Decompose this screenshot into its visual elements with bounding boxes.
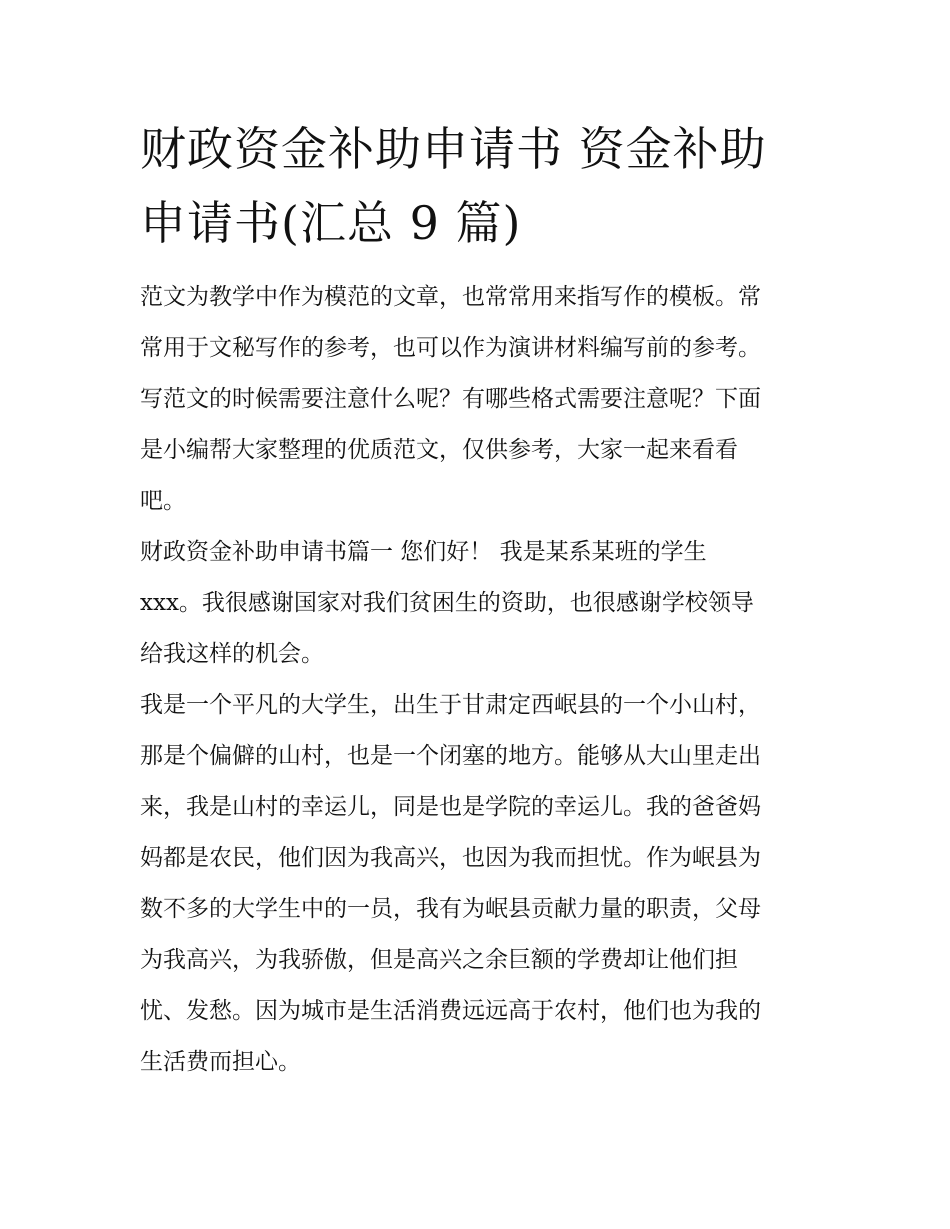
text-line: 吧。 bbox=[140, 488, 186, 514]
text-line: 为我高兴，为我骄傲，但是高兴之余巨额的学费却让他们担 bbox=[140, 947, 738, 973]
title-line: 财政资金补助申请书 资金补助 bbox=[140, 122, 767, 176]
paragraph-background bbox=[140, 680, 820, 1088]
text-line: 生活费而担心。 bbox=[140, 1049, 301, 1075]
text-line: 范文为教学中作为模范的文章，也常常用来指写作的模板。常 bbox=[140, 284, 761, 310]
paragraph-greeting bbox=[140, 527, 820, 680]
title-line: 申请书(汇总 9 篇) bbox=[140, 196, 522, 250]
text-line: 财政资金补助申请书篇一 您们好！ 我是某系某班的学生 bbox=[140, 539, 707, 565]
text-line: 写范文的时候需要注意什么呢？有哪些格式需要注意呢？下面 bbox=[140, 386, 761, 412]
document-title bbox=[140, 112, 820, 260]
text-line: 常用于文秘写作的参考，也可以作为演讲材料编写前的参考。 bbox=[140, 335, 761, 361]
text-line: 忧、发愁。因为城市是生活消费远远高于农村，他们也为我的 bbox=[140, 998, 761, 1024]
document-content bbox=[140, 112, 820, 1088]
paragraph-intro bbox=[140, 272, 820, 527]
text-line: 是小编帮大家整理的优质范文，仅供参考，大家一起来看看 bbox=[140, 437, 738, 463]
text-line: 妈都是农民，他们因为我高兴，也因为我而担忧。作为岷县为 bbox=[140, 845, 761, 871]
text-line: 给我这样的机会。 bbox=[140, 641, 324, 667]
text-line: 我是一个平凡的大学生，出生于甘肃定西岷县的一个小山村， bbox=[140, 692, 761, 718]
document-body bbox=[140, 272, 820, 1088]
text-line: 来，我是山村的幸运儿，同是也是学院的幸运儿。我的爸爸妈 bbox=[140, 794, 761, 820]
text-line: 那是个偏僻的山村，也是一个闭塞的地方。能够从大山里走出 bbox=[140, 743, 761, 769]
text-line: xxx。我很感谢国家对我们贫困生的资助，也很感谢学校领导 bbox=[140, 590, 754, 616]
text-line: 数不多的大学生中的一员，我有为岷县贡献力量的职责，父母 bbox=[140, 896, 761, 922]
